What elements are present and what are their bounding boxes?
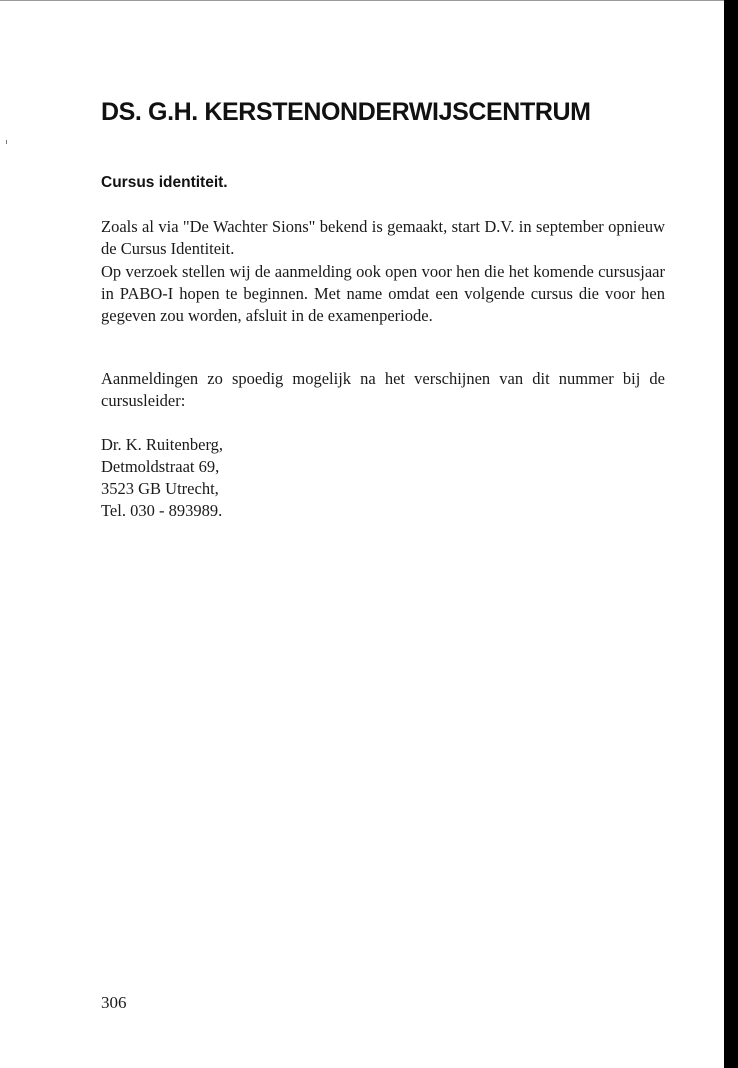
paragraph-announcement: Zoals al via "De Wachter Sions" bekend is gemaakt, start D.V. in september opnieuw de Cursus Identiteit. bbox=[101, 217, 665, 258]
contact-address bbox=[101, 434, 223, 522]
contact-street: Detmoldstraat 69, bbox=[101, 457, 220, 476]
top-edge-rule bbox=[0, 0, 738, 1]
contact-name: Dr. K. Ruitenberg, bbox=[101, 435, 224, 454]
page-title: DS. G.H. KERSTENONDERWIJSCENTRUM bbox=[101, 98, 591, 126]
paragraph-application: Aanmeldingen zo spoedig mogelijk na het verschijnen van dit nummer bij de cursusleider: bbox=[101, 369, 665, 410]
page-right-edge bbox=[724, 0, 738, 1068]
page-number: 306 bbox=[101, 993, 127, 1012]
contact-postal-city: 3523 GB Utrecht, bbox=[101, 479, 219, 498]
paragraph-registration: Op verzoek stellen wij de aanmelding ook open voor hen die het komende cursusjaar in PABO-I hopen te beginnen. Met name omdat een volgende cursus die voor hen gegeven zou worden, afsluit in de examenperiode. bbox=[101, 262, 665, 325]
scan-mark bbox=[6, 140, 7, 144]
section-heading: Cursus identiteit. bbox=[101, 174, 228, 191]
contact-phone: Tel. 030 - 893989. bbox=[101, 501, 223, 520]
